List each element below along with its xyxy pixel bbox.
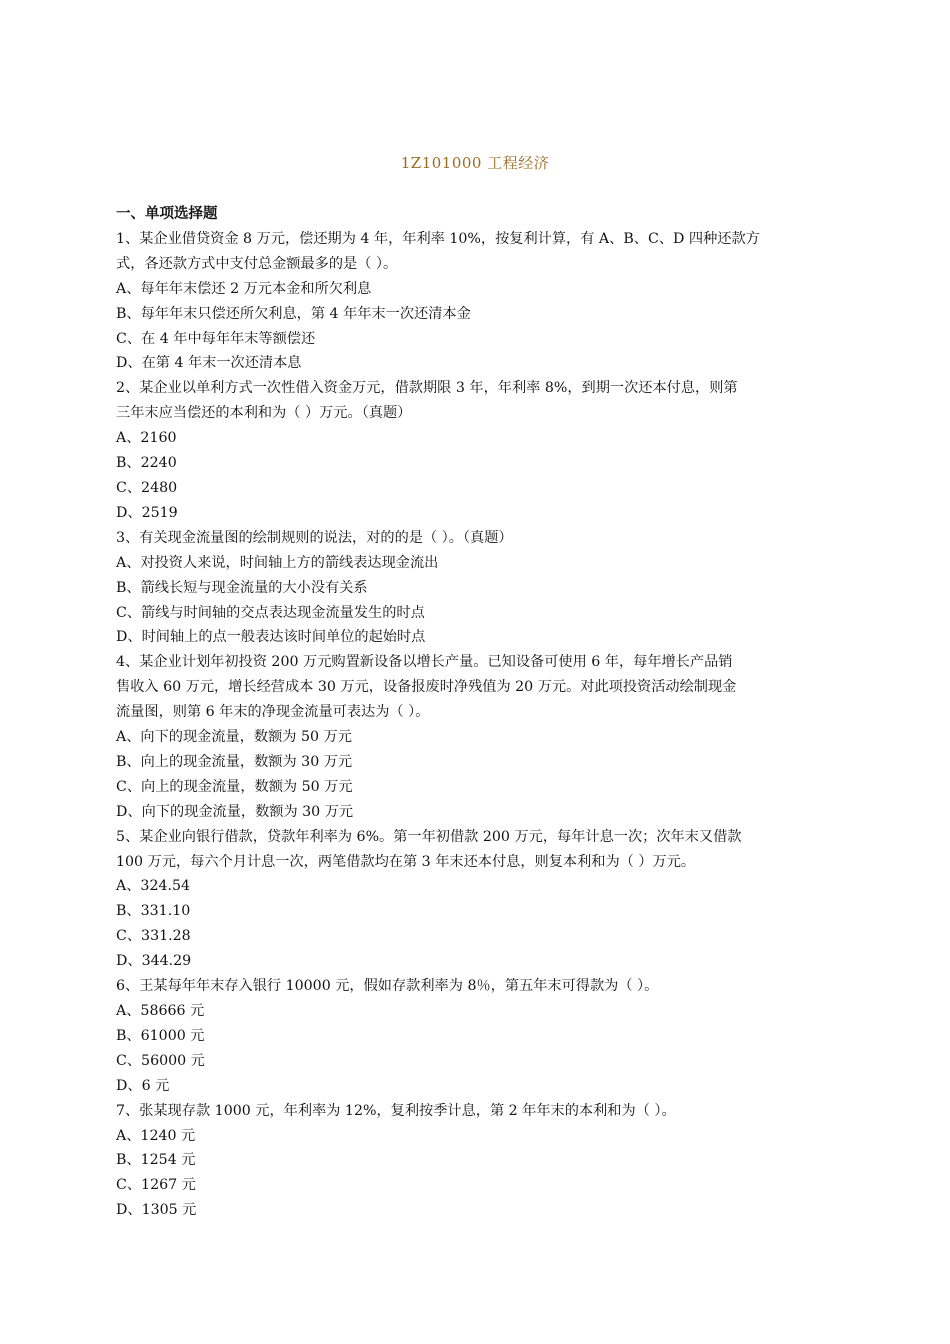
question-2 — [116, 376, 832, 426]
question-stem-line: 售收入 60 万元，增长经营成本 30 万元，设备报废时净残值为 20 万元。对此项投资活动绘制现金 — [116, 679, 737, 696]
option-d: D、时间轴上的点一般表达该时间单位的起始时点 — [116, 629, 426, 646]
option-c: C、箭线与时间轴的交点表达现金流量发生的时点 — [116, 604, 425, 621]
option-a: A、324.54 — [116, 878, 191, 895]
question-5 — [116, 825, 832, 875]
question-stem-line: 2、某企业以单利方式一次性借入资金万元，借款期限 3 年，年利率 8%，到期一次还本付息，则第 — [116, 380, 738, 397]
question-stem-line: 5、某企业向银行借款，贷款年利率为 6%。第一年初借款 200 万元，每年计息一次；次年末又借款 — [116, 828, 742, 845]
option-a: A、对投资人来说，时间轴上方的箭线表达现金流出 — [116, 554, 439, 571]
option-c: C、1267 元 — [116, 1177, 196, 1194]
option-c: C、2480 — [116, 479, 178, 496]
option-b: B、2240 — [116, 455, 177, 472]
option-c: C、56000 元 — [116, 1052, 205, 1069]
option-b: B、箭线长短与现金流量的大小没有关系 — [116, 579, 368, 596]
option-d: D、344.29 — [116, 953, 192, 970]
question-stem-line: 三年末应当偿还的本利和为（ ）万元。（真题） — [116, 405, 412, 422]
option-c: C、在 4 年中每年年末等额偿还 — [116, 330, 316, 347]
option-b: B、向上的现金流量，数额为 30 万元 — [116, 753, 353, 770]
question-stem-line: 3、有关现金流量图的绘制规则的说法，对的的是（ ）。（真题） — [116, 529, 513, 546]
question-stem-line: 6、王某每年年末存入银行 10000 元，假如存款利率为 8％，第五年末可得款为（ ）。 — [116, 978, 659, 995]
option-b: B、61000 元 — [116, 1027, 205, 1044]
document-body — [116, 202, 832, 1223]
question-3 — [116, 526, 832, 551]
option-a: A、1240 元 — [116, 1127, 196, 1144]
question-6 — [116, 974, 832, 999]
option-b: B、每年年末只偿还所欠利息，第 4 年年末一次还清本金 — [116, 305, 471, 322]
question-1 — [116, 227, 832, 277]
question-4 — [116, 650, 832, 725]
question-stem-line: 1、某企业借贷资金 8 万元，偿还期为 4 年，年利率 10%，按复利计算，有 A、B、C、D 四种还款方 — [116, 230, 760, 247]
question-stem-line: 7、张某现存款 1000 元，年利率为 12%，复利按季计息，第 2 年年末的本利和为（ ）。 — [116, 1102, 676, 1119]
question-7 — [116, 1099, 832, 1124]
option-a: A、每年年末偿还 2 万元本金和所欠利息 — [116, 280, 372, 297]
option-d: D、2519 — [116, 504, 178, 521]
option-b: B、1254 元 — [116, 1152, 196, 1169]
option-d: D、6 元 — [116, 1077, 170, 1094]
document-title: 1Z101000 工程经济 — [400, 154, 550, 172]
option-c: C、331.28 — [116, 928, 191, 945]
question-stem-line: 100 万元，每六个月计息一次，两笔借款均在第 3 年末还本付息，则复本利和为（ ）万元。 — [116, 853, 696, 870]
option-d: D、向下的现金流量，数额为 30 万元 — [116, 803, 354, 820]
option-b: B、331.10 — [116, 903, 191, 920]
question-stem-line: 4、某企业计划年初投资 200 万元购置新设备以增长产量。已知设备可使用 6 年，每年增长产品销 — [116, 654, 733, 671]
question-stem-line: 流量图，则第 6 年末的净现金流量可表达为（ ）。 — [116, 704, 430, 721]
question-stem-line: 式，各还款方式中支付总金额最多的是（ ）。 — [116, 255, 398, 272]
option-d: D、在第 4 年末一次还清本息 — [116, 355, 302, 372]
option-a: A、向下的现金流量，数额为 50 万元 — [116, 729, 352, 746]
section-heading: 一、单项选择题 — [116, 206, 218, 222]
option-d: D、1305 元 — [116, 1202, 197, 1219]
option-a: A、58666 元 — [116, 1003, 205, 1019]
option-a: A、2160 — [116, 430, 177, 447]
option-c: C、向上的现金流量，数额为 50 万元 — [116, 778, 353, 795]
